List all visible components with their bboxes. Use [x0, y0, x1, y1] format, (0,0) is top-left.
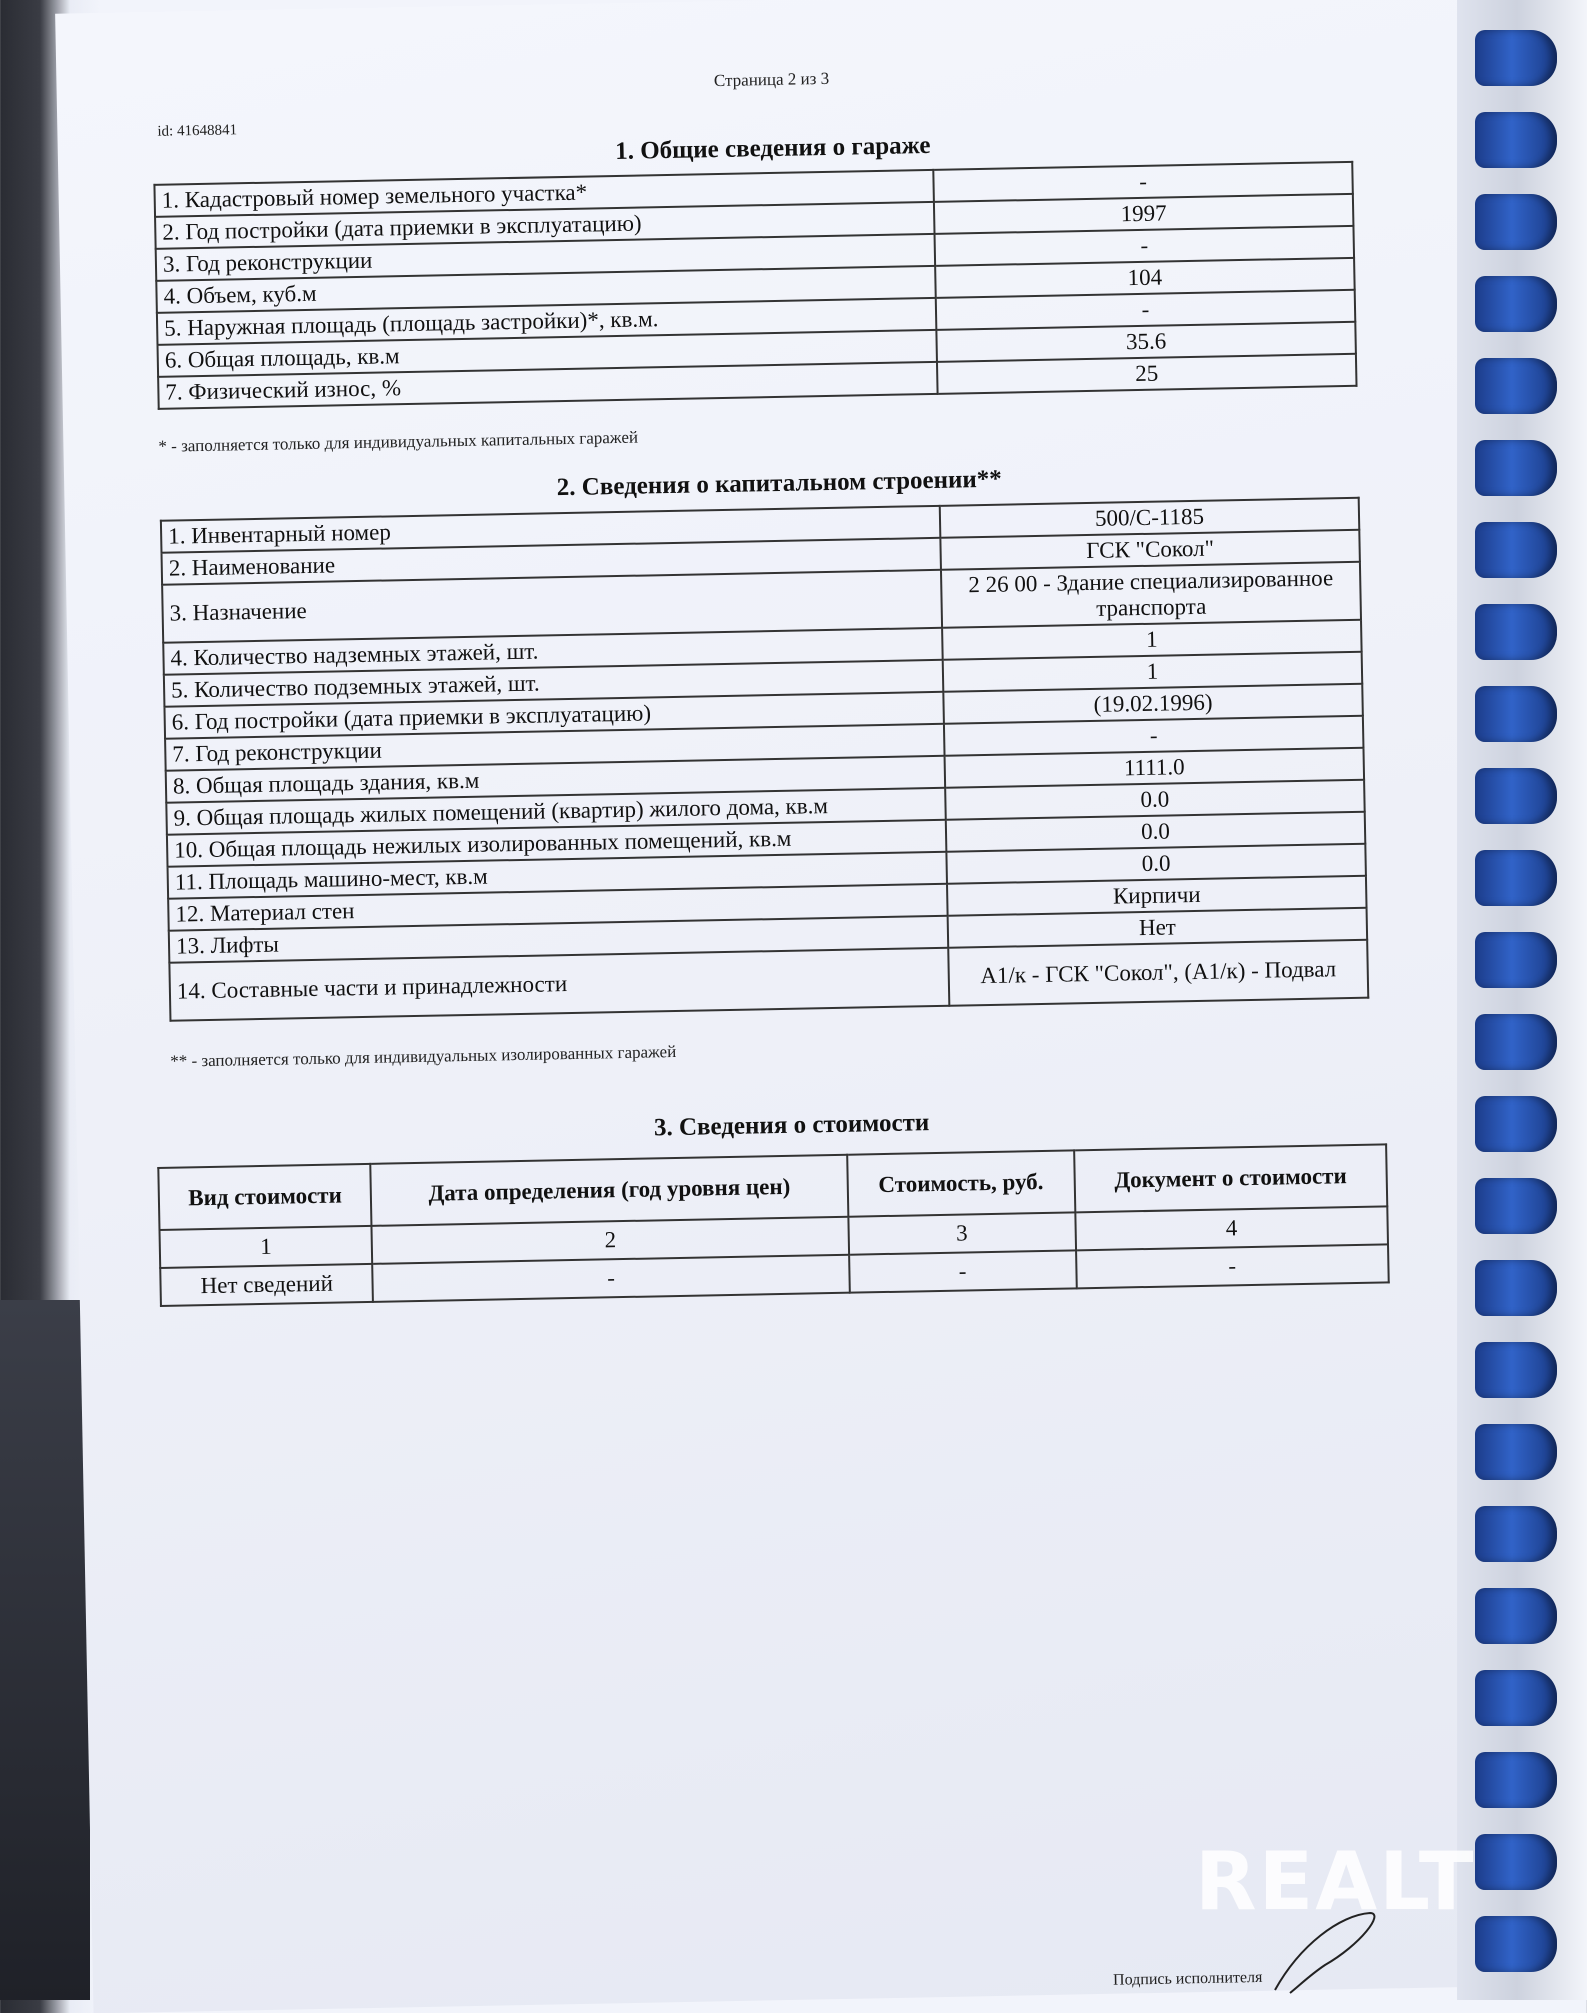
section-2-title: 2. Сведения о капитальном строении**	[556, 465, 1003, 502]
binder-ring	[1475, 932, 1557, 988]
building-info-value: 0.0	[945, 780, 1365, 820]
garage-info-label: 1. Кадастровый номер земельного участка*	[154, 170, 933, 217]
binder-ring	[1475, 1178, 1557, 1234]
building-info-value: А1/к - ГСК "Сокол", (А1/к) - Подвал	[948, 940, 1368, 1006]
building-info-label: 3. Назначение	[162, 570, 942, 643]
binder-ring	[1475, 1670, 1557, 1726]
building-info-label: 6. Год постройки (дата приемки в эксплуатацию)	[164, 692, 943, 739]
garage-info-table	[153, 161, 1357, 410]
building-info-value: -	[944, 716, 1364, 756]
building-info-label: 4. Количество надземных этажей, шт.	[163, 628, 942, 675]
garage-info-value: -	[935, 226, 1355, 266]
background-surface	[0, 1300, 90, 2000]
building-info-label: 8. Общая площадь здания, кв.м	[166, 756, 945, 803]
building-info-label: 14. Составные части и принадлежности	[169, 948, 949, 1021]
binder-ring	[1475, 112, 1557, 168]
building-info-label: 12. Материал стен	[168, 884, 947, 931]
building-info-value: 0.0	[946, 812, 1366, 852]
garage-info-label: 7. Физический износ, %	[158, 362, 937, 409]
binder-ring	[1475, 194, 1557, 250]
signature-label: Подпись исполнителя	[1112, 1968, 1263, 1989]
garage-info-label: 5. Наружная площадь (площадь застройки)*, кв.м.	[157, 298, 936, 345]
binder-ring	[1475, 1588, 1557, 1644]
section-1-footnote: * - заполняется только для индивидуальных капитальных гаражей	[158, 427, 639, 456]
garage-info-value: -	[936, 290, 1356, 330]
garage-info-value: 35.6	[936, 322, 1356, 362]
garage-info-label: 2. Год постройки (дата приемки в эксплуатацию)	[155, 202, 934, 249]
garage-info-label: 3. Год реконструкции	[156, 234, 935, 281]
building-info-label: 2. Наименование	[161, 538, 940, 585]
binder-ring	[1475, 1014, 1557, 1070]
binder-ring	[1475, 1752, 1557, 1808]
document-page	[55, 0, 1523, 2013]
building-info-value: ГСК "Сокол"	[940, 530, 1360, 570]
cost-header-date: Дата определения (год уровня цен)	[371, 1155, 848, 1226]
building-info-label: 1. Инвентарный номер	[161, 506, 940, 553]
cost-col-number: 4	[1075, 1206, 1388, 1250]
building-info-value: Нет	[948, 908, 1368, 948]
cost-cell: -	[849, 1250, 1077, 1292]
binder-ring	[1475, 440, 1557, 496]
binder-ring	[1475, 1506, 1557, 1562]
binder-ring	[1475, 768, 1557, 824]
building-info-label: 7. Год реконструкции	[165, 724, 944, 771]
binder-ring	[1475, 358, 1557, 414]
building-info-table	[160, 497, 1369, 1022]
document-id: id: 41648841	[157, 122, 238, 140]
cost-header-amount: Стоимость, руб.	[847, 1150, 1075, 1216]
binder-ring	[1475, 1834, 1557, 1890]
building-info-label: 5. Количество подземных этажей, шт.	[164, 660, 943, 707]
garage-info-value: 25	[937, 354, 1357, 394]
building-info-value: 1	[942, 620, 1362, 660]
cost-header-type: Вид стоимости	[158, 1164, 372, 1230]
cost-cell: -	[1076, 1244, 1389, 1288]
cost-header-document: Документ о стоимости	[1074, 1144, 1388, 1212]
garage-info-value: -	[933, 162, 1353, 202]
cost-cell: -	[373, 1255, 850, 1302]
page-number: Страница 2 из 3	[713, 68, 830, 91]
building-info-value: Кирпичи	[947, 876, 1367, 916]
garage-info-value: 104	[935, 258, 1355, 298]
cost-cell: Нет сведений	[160, 1264, 373, 1306]
building-info-label: 10. Общая площадь нежилых изолированных помещений, кв.м	[167, 820, 946, 867]
binder-ring	[1475, 1096, 1557, 1152]
spiral-binder	[1457, 0, 1587, 2000]
building-info-label: 13. Лифты	[169, 916, 948, 963]
cost-table	[157, 1143, 1389, 1307]
building-info-value: 0.0	[946, 844, 1366, 884]
section-1-title: 1. Общие сведения о гараже	[614, 131, 931, 165]
cost-col-number: 1	[159, 1226, 372, 1268]
garage-info-value: 1997	[934, 194, 1354, 234]
binder-ring	[1475, 1916, 1557, 1972]
building-info-label: 11. Площадь машино-мест, кв.м	[168, 852, 947, 899]
binder-ring	[1475, 850, 1557, 906]
garage-info-label: 6. Общая площадь, кв.м	[158, 330, 937, 377]
building-info-label: 9. Общая площадь жилых помещений (квартир) жилого дома, кв.м	[166, 788, 945, 835]
binder-ring	[1475, 1342, 1557, 1398]
binder-ring	[1475, 1424, 1557, 1480]
binder-ring	[1475, 686, 1557, 742]
binder-ring	[1475, 1260, 1557, 1316]
binder-ring	[1475, 604, 1557, 660]
cost-col-number: 2	[372, 1217, 849, 1264]
building-info-value: (19.02.1996)	[943, 684, 1363, 724]
building-info-value: 1111.0	[945, 748, 1365, 788]
section-3-title: 3. Сведения о стоимости	[653, 1109, 930, 1142]
section-2-footnote: ** - заполняется только для индивидуальных изолированных гаражей	[170, 1041, 677, 1071]
binder-ring	[1475, 30, 1557, 86]
building-info-value: 500/С-1185	[940, 498, 1360, 538]
realt-watermark: REALT	[1195, 1835, 1476, 1928]
garage-info-label: 4. Объем, куб.м	[156, 266, 935, 313]
cost-col-number: 3	[848, 1212, 1076, 1254]
binder-ring	[1475, 276, 1557, 332]
building-info-value: 1	[943, 652, 1363, 692]
binder-ring	[1475, 522, 1557, 578]
building-info-value: 2 26 00 - Здание специализированное транспорта	[941, 562, 1361, 628]
